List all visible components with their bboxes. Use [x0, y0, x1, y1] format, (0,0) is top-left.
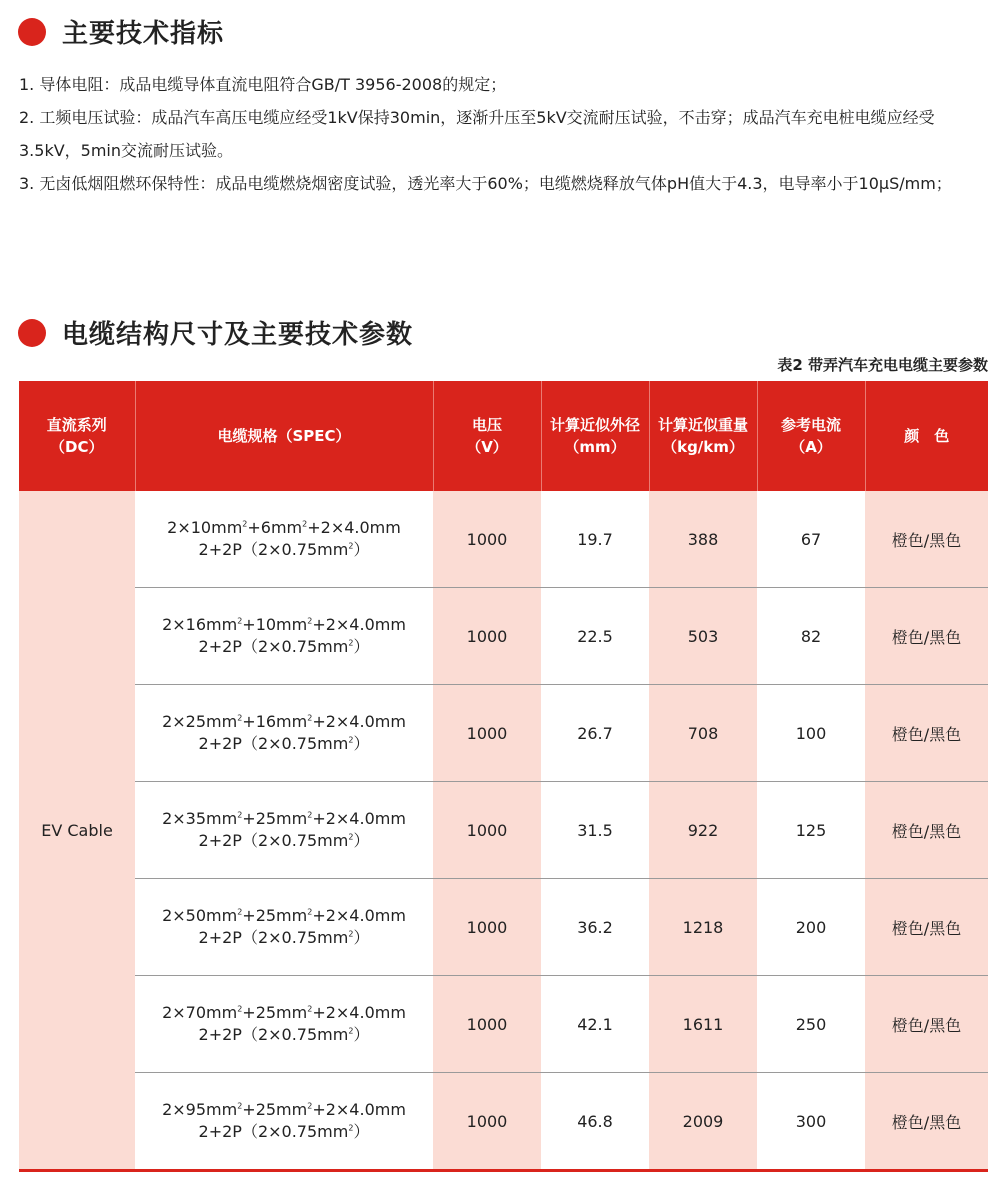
spec-line-2: $2+2P(2\times 0.75mm^2)$ [198, 928, 370, 947]
spec-cell [135, 879, 433, 976]
diameter-cell: 46.8 [541, 1073, 649, 1171]
spec-line-1: $2\times 50mm^2+25mm^2+2\times 4.0mm$ [162, 906, 406, 925]
section-title: 主要技术指标 [62, 19, 225, 49]
current-cell: 300 [757, 1073, 865, 1171]
header-diameter: 计算近似外径 （mm） [541, 381, 649, 491]
current-cell: 200 [757, 879, 865, 976]
table-caption: 表2 带弄汽车充电电缆主要参数 [777, 356, 988, 374]
section-header-specs [18, 13, 224, 50]
color-cell: 橙色/黑色 [865, 1073, 988, 1171]
diameter-cell: 31.5 [541, 782, 649, 879]
voltage-cell: 1000 [433, 976, 541, 1073]
current-cell: 100 [757, 685, 865, 782]
spec-line-1: $2\times 95mm^2+25mm^2+2\times 4.0mm$ [162, 1100, 406, 1119]
weight-cell: 708 [649, 685, 757, 782]
spec-cell [135, 976, 433, 1073]
spec-cell [135, 685, 433, 782]
spec-cell [135, 1073, 433, 1171]
spec-item: 3. 无卤低烟阻燃环保特性：成品电缆燃烧烟密度试验，透光率大于60%；电缆燃烧释放气体pH值大于4.3，电导率小于10μS/mm； [19, 174, 952, 193]
diameter-cell: 26.7 [541, 685, 649, 782]
spec-list [19, 68, 991, 200]
diameter-cell: 22.5 [541, 588, 649, 685]
spec-line-1: $2\times 35mm^2+25mm^2+2\times 4.0mm$ [162, 809, 406, 828]
weight-cell: 1218 [649, 879, 757, 976]
diameter-cell: 42.1 [541, 976, 649, 1073]
table-row [19, 491, 988, 588]
diameter-cell: 19.7 [541, 491, 649, 588]
spec-item: 1. 导体电阻：成品电缆导体直流电阻符合GB/T 3956-2008的规定； [19, 75, 507, 94]
spec-line-2: $2+2P(2\times 0.75mm^2)$ [198, 831, 370, 850]
weight-cell: 922 [649, 782, 757, 879]
header-voltage: 电压 （V） [433, 381, 541, 491]
voltage-cell: 1000 [433, 879, 541, 976]
current-cell: 250 [757, 976, 865, 1073]
spec-line-2: $2+2P(2\times 0.75mm^2)$ [198, 637, 370, 656]
spec-line-2: $2+2P(2\times 0.75mm^2)$ [198, 1025, 370, 1044]
spec-line-1: $2\times 10mm^2+6mm^2+2\times 4.0mm$ [167, 518, 401, 537]
table-row [19, 976, 988, 1073]
red-dot-icon [18, 18, 46, 46]
spec-line-1: $2\times 25mm^2+16mm^2+2\times 4.0mm$ [162, 712, 406, 731]
color-cell: 橙色/黑色 [865, 782, 988, 879]
voltage-cell: 1000 [433, 491, 541, 588]
header-current: 参考电流 （A） [757, 381, 865, 491]
voltage-cell: 1000 [433, 782, 541, 879]
table-row [19, 879, 988, 976]
spec-line-1: $2\times 70mm^2+25mm^2+2\times 4.0mm$ [162, 1003, 406, 1022]
table-row [19, 1073, 988, 1171]
header-series: 直流系列 （DC） [19, 381, 135, 491]
current-cell: 82 [757, 588, 865, 685]
spec-line-2: $2+2P(2\times 0.75mm^2)$ [198, 734, 370, 753]
table-row [19, 782, 988, 879]
current-cell: 125 [757, 782, 865, 879]
table-row [19, 685, 988, 782]
spec-line-2: $2+2P(2\times 0.75mm^2)$ [198, 540, 370, 559]
voltage-cell: 1000 [433, 685, 541, 782]
table-row [19, 588, 988, 685]
diameter-cell: 36.2 [541, 879, 649, 976]
red-dot-icon [18, 319, 46, 347]
spec-item: 2. 工频电压试验：成品汽车高压电缆应经受1kV保持30min，逐渐升压至5kV交流耐压试验，不击穿；成品汽车充电桩电缆应经受3.5kV，5min交流耐压试验。 [19, 108, 935, 160]
header-spec: 电缆规格（SPEC） [135, 381, 433, 491]
current-cell: 67 [757, 491, 865, 588]
params-table [19, 381, 988, 1172]
section-title: 电缆结构尺寸及主要技术参数 [62, 320, 414, 350]
header-weight: 计算近似重量 （kg/km） [649, 381, 757, 491]
spec-line-2: $2+2P(2\times 0.75mm^2)$ [198, 1122, 370, 1141]
spec-line-1: $2\times 16mm^2+10mm^2+2\times 4.0mm$ [162, 615, 406, 634]
spec-cell [135, 491, 433, 588]
weight-cell: 503 [649, 588, 757, 685]
spec-cell [135, 782, 433, 879]
header-color: 颜 色 [865, 381, 988, 491]
weight-cell: 2009 [649, 1073, 757, 1171]
spec-cell [135, 588, 433, 685]
color-cell: 橙色/黑色 [865, 588, 988, 685]
weight-cell: 1611 [649, 976, 757, 1073]
section-header-params [18, 314, 413, 351]
voltage-cell: 1000 [433, 588, 541, 685]
weight-cell: 388 [649, 491, 757, 588]
series-cell: EV Cable [19, 491, 135, 1171]
color-cell: 橙色/黑色 [865, 879, 988, 976]
color-cell: 橙色/黑色 [865, 491, 988, 588]
table-header-row [19, 381, 988, 491]
color-cell: 橙色/黑色 [865, 976, 988, 1073]
color-cell: 橙色/黑色 [865, 685, 988, 782]
voltage-cell: 1000 [433, 1073, 541, 1171]
